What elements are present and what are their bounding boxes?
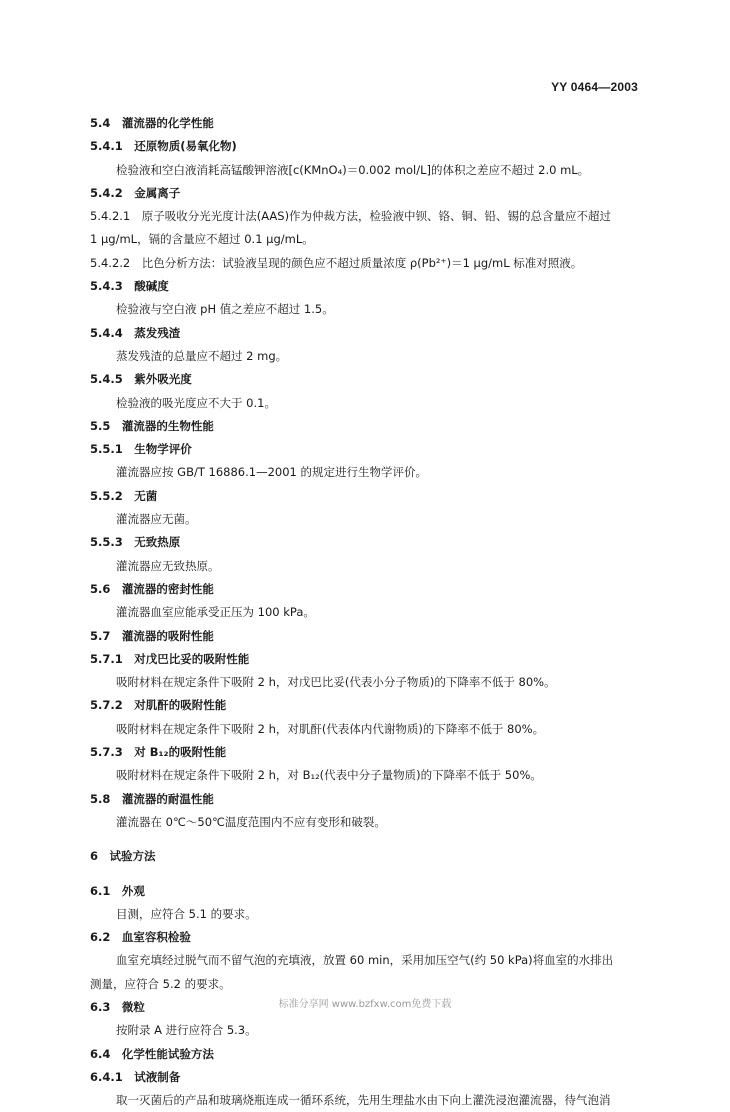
body-text-line: 5.4.2.1 原子吸收分光光度计法(AAS)作为仲裁方法，检验液中钡、铬、铜、铅、锡的总含量应不超过	[90, 209, 612, 224]
body-text-line: 目测，应符合 5.1 的要求。	[116, 906, 257, 921]
section-heading: 5.4.4 蒸发残渣	[90, 325, 181, 340]
body-text-line: 吸附材料在规定条件下吸附 2 h，对 B₁₂(代表中分子量物质)的下降率不低于 50%。	[116, 768, 542, 783]
section-heading: 5.5.2 无菌	[90, 488, 158, 503]
section-heading: 5.4.1 还原物质(易氧化物)	[90, 139, 237, 154]
body-text-line: 检验液和空白液消耗高锰酸钾溶液[c(KMnO₄)＝0.002 mol/L]的体积之差应不超过 2.0 mL。	[116, 162, 590, 177]
document-code: YY 0464—2003	[551, 80, 638, 94]
section-heading: 6.1 外观	[90, 883, 145, 898]
body-text-line: 按附录 A 进行应符合 5.3。	[116, 1023, 257, 1038]
body-text-line: 灌流器在 0℃～50℃温度范围内不应有变形和破裂。	[116, 814, 386, 829]
section-heading: 5.7.2 对肌酐的吸附性能	[90, 698, 227, 713]
spacer	[90, 834, 650, 845]
section-heading: 6.4.1 试液制备	[90, 1069, 181, 1084]
body-text-line: 蒸发残渣的总量应不超过 2 mg。	[116, 348, 288, 363]
body-text-line: 测量，应符合 5.2 的要求。	[90, 976, 231, 991]
section-heading: 5.5.1 生物学评价	[90, 442, 192, 457]
section-heading: 5.6 灌流器的密封性能	[90, 581, 214, 596]
body-text-line: 灌流器应无菌。	[116, 512, 197, 527]
section-heading: 6.2 血室容积检验	[90, 930, 191, 945]
body-text-line: 灌流器血室应能承受正压为 100 kPa。	[116, 605, 315, 620]
section-heading: 5.7.1 对戊巴比妥的吸附性能	[90, 651, 250, 666]
body-text-line: 5.4.2.2 比色分析方法：试验液呈现的颜色应不超过质量浓度 ρ(Pb²⁺)＝1 μg/mL 标准对照液。	[90, 255, 583, 270]
section-heading: 5.5.3 无致热原	[90, 535, 181, 550]
section-heading: 6.4 化学性能试验方法	[90, 1046, 214, 1061]
section-heading: 5.8 灌流器的耐温性能	[90, 791, 214, 806]
footer-watermark: 标准分享网 www.bzfxw.com免费下载	[278, 999, 452, 1010]
section-heading: 5.7.3 对 B₁₂的吸附性能	[90, 745, 227, 760]
section-heading: 6 试验方法	[90, 849, 156, 864]
section-heading: 5.4.5 紫外吸光度	[90, 372, 192, 387]
document-body	[90, 112, 650, 1112]
body-text-line: 灌流器应按 GB/T 16886.1—2001 的规定进行生物学评价。	[116, 465, 427, 480]
section-heading: 5.4 灌流器的化学性能	[90, 116, 214, 130]
spacer	[90, 869, 650, 880]
section-heading: 5.5 灌流器的生物性能	[90, 418, 214, 433]
body-text-line: 检验液的吸光度应不大于 0.1。	[116, 395, 276, 410]
body-text-line: 1 μg/mL，镉的含量应不超过 0.1 μg/mL。	[90, 232, 314, 247]
body-text-line: 取一灭菌后的产品和玻璃烧瓶连成一循环系统，先用生理盐水由下向上灌洗浸泡灌流器，待气泡消	[116, 1093, 611, 1108]
body-text-line: 血室充填经过脱气而不留气泡的充填液，放置 60 min，采用加压空气(约 50 kPa)将血室的水排出	[116, 953, 614, 968]
body-text-line: 灌流器应无致热原。	[116, 558, 220, 573]
body-text-line: 检验液与空白液 pH 值之差应不超过 1.5。	[116, 302, 334, 317]
section-heading: 5.4.3 酸碱度	[90, 279, 169, 294]
section-heading: 6.3 微粒	[90, 999, 145, 1014]
section-heading: 5.7 灌流器的吸附性能	[90, 628, 214, 643]
body-text-line: 吸附材料在规定条件下吸附 2 h，对戊巴比妥(代表小分子物质)的下降率不低于 80%。	[116, 675, 556, 690]
body-text-line: 吸附材料在规定条件下吸附 2 h，对肌酐(代表体内代谢物质)的下降率不低于 80%。	[116, 721, 545, 736]
section-heading: 5.4.2 金属离子	[90, 185, 181, 200]
